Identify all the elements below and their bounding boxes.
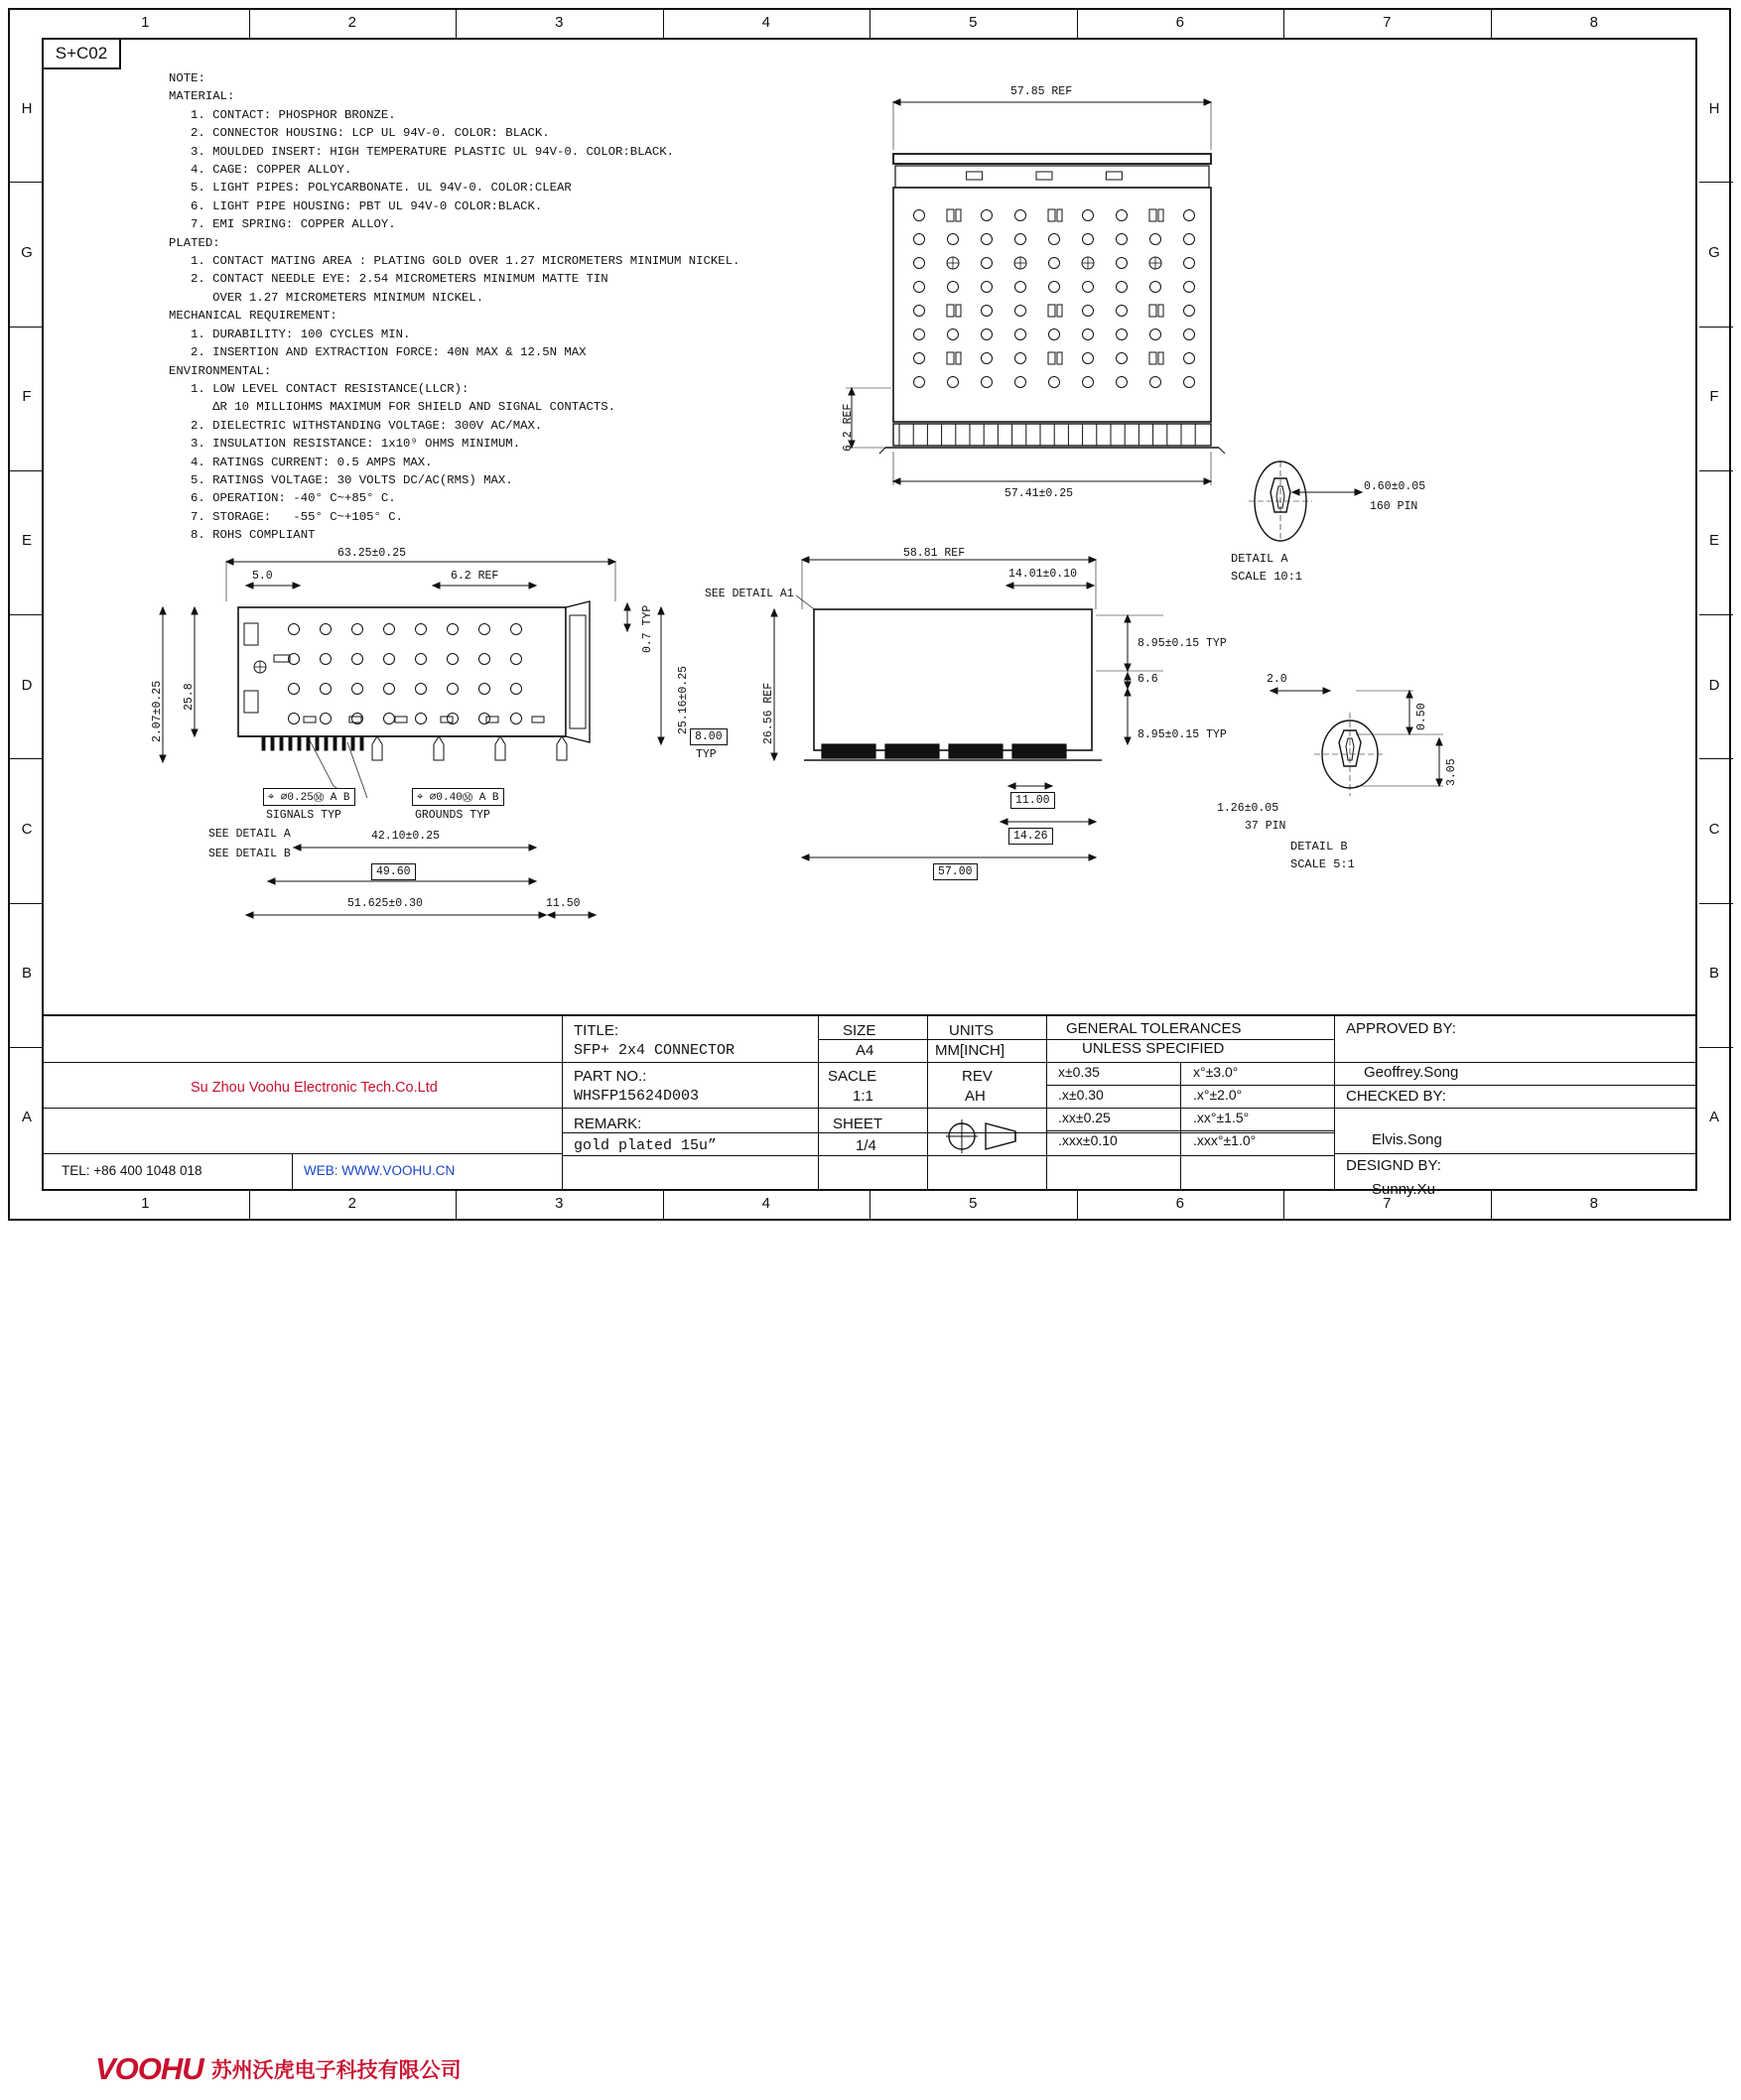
gdt-grounds-label: GROUNDS TYP [415,809,490,822]
dim-front-1401: 14.01±0.10 [1008,568,1078,581]
zone-tick-bottom-5 [1077,1191,1078,1221]
remark-value: gold plated 15u” [574,1137,718,1154]
notes-item-2-0: 1. DURABILITY: 100 CYCLES MIN. [191,327,411,341]
dim-side-1150: 11.50 [546,897,581,910]
gdt-signals: ⌖ ⌀0.25Ⓜ A B [263,788,355,806]
dim-front-895-top: 8.95±0.15 TYP [1138,637,1227,650]
tolerance-title-2: UNLESS SPECIFIED [1082,1040,1225,1057]
detail-a-dim: 0.60±0.05 [1364,480,1426,493]
row-label-right-H: H [1708,99,1720,117]
detail-a-pin: 160 PIN [1370,500,1418,513]
notes-item-0-4: 5. LIGHT PIPES: POLYCARBONATE. UL 94V-0. COLOR:CLEAR [191,181,572,196]
company-name-en: Su Zhou Voohu Electronic Tech.Co.Ltd [191,1080,438,1096]
zone-tick-right-7 [1699,1047,1733,1048]
dim-side-800-typ: TYP [696,748,717,761]
dim-side-2516: 25.16±0.25 [677,665,690,734]
column-label-bottom-4: 4 [761,1195,770,1212]
approved-label: APPROVED BY: [1346,1020,1456,1037]
zone-tick-top-3 [663,8,664,38]
notes-heading: NOTE: [169,71,205,85]
dim-side-800: 8.00 [690,728,728,745]
checked-value: Elvis.Song [1372,1131,1442,1148]
detail-a-scale: SCALE 10:1 [1231,570,1303,584]
zone-tick-right-2 [1699,327,1733,328]
rev-value: AH [965,1088,986,1105]
see-detail-a1-label: SEE DETAIL A1 [705,588,794,600]
sheet-label: SHEET [833,1116,883,1132]
detail-b-title: DETAIL B [1290,840,1348,853]
dim-front-1426: 14.26 [1008,828,1053,845]
notes-section-title-0: MATERIAL: [169,89,235,104]
checked-label: CHECKED BY: [1346,1088,1446,1105]
zone-tick-top-7 [1491,8,1492,38]
notes-item-0-1: 2. CONNECTOR HOUSING: LCP UL 94V-0. COLOR: BLACK. [191,126,550,141]
column-label-top-5: 5 [969,14,978,31]
notes-item-0-2: 3. MOULDED INSERT: HIGH TEMPERATURE PLASTIC UL 94V-0. COLOR:BLACK. [191,144,675,159]
column-label-top-3: 3 [555,14,564,31]
title-block [44,1014,1695,2086]
row-label-left-G: G [21,243,33,261]
row-label-right-C: C [1708,820,1720,838]
zone-tick-right-4 [1699,614,1733,615]
see-detail-a-label: SEE DETAIL A [208,828,291,841]
notes-block [169,69,814,545]
company-name-cn: 苏州沃虎电子科技有限公司 [210,2058,462,2082]
row-label-left-A: A [21,1109,32,1126]
column-label-bottom-7: 7 [1383,1195,1392,1212]
side-view-svg [203,556,819,953]
zone-tick-bottom-2 [456,1191,457,1221]
column-label-top-2: 2 [347,14,356,31]
tolerance-angular-3: .xxx°±1.0° [1193,1132,1257,1148]
title-value: SFP+ 2x4 CONNECTOR [574,1042,736,1059]
units-label: UNITS [949,1022,994,1039]
notes-item-3-8: 8. ROHS COMPLIANT [191,528,316,543]
zone-tick-right-6 [1699,903,1733,904]
notes-item-1-2: OVER 1.27 MICROMETERS MINIMUM NICKEL. [191,290,484,305]
column-label-bottom-3: 3 [555,1195,564,1212]
zone-tick-left-3 [8,470,42,471]
tolerance-linear-2: .xx±0.25 [1058,1110,1111,1125]
row-label-left-B: B [21,965,32,983]
designed-label: DESIGND BY: [1346,1157,1441,1174]
detail-b-svg [1290,695,1588,913]
see-detail-b-label: SEE DETAIL B [208,848,291,860]
zone-tick-top-6 [1283,8,1284,38]
row-label-right-G: G [1708,243,1720,261]
dim-side-4210: 42.10±0.25 [371,830,441,843]
row-label-right-A: A [1708,1109,1719,1126]
notes-section-title-1: PLATED: [169,235,220,250]
dim-side-5: 5.0 [252,570,273,583]
projection-symbol-icon [942,1114,1041,1159]
gdt-signals-label: SIGNALS TYP [266,809,341,822]
dim-side-258: 25.8 [183,683,196,711]
dim-side-51625: 51.625±0.30 [347,897,423,910]
detail-b-dim-050: 0.50 [1415,703,1428,730]
notes-item-1-1: 2. CONTACT NEEDLE EYE: 2.54 MICROMETERS MINIMUM MATTE TIN [191,272,608,287]
zone-tick-bottom-7 [1491,1191,1492,1221]
detail-b-scale: SCALE 5:1 [1290,857,1355,871]
column-label-bottom-6: 6 [1175,1195,1184,1212]
designed-value: Sunny.Xu [1372,1181,1435,1198]
column-label-top-8: 8 [1589,14,1598,31]
notes-item-3-6: 6. OPERATION: -40° C~+85° C. [191,491,396,506]
row-label-left-H: H [21,99,33,117]
column-label-bottom-2: 2 [347,1195,356,1212]
tolerance-angular-0: x°±3.0° [1193,1064,1239,1080]
notes-item-3-5: 5. RATINGS VOLTAGE: 30 VOLTS DC/AC(RMS) MAX. [191,472,513,487]
row-label-right-F: F [1709,388,1719,406]
notes-item-1-0: 1. CONTACT MATING AREA : PLATING GOLD OVER 1.27 MICROMETERS MINIMUM NICKEL. [191,254,740,269]
company-logo [95,2038,562,2100]
notes-item-0-5: 6. LIGHT PIPE HOUSING: PBT UL 94V-0 COLOR:BLACK. [191,198,543,213]
sheet-code: S+C02 [55,44,108,63]
dim-front-895-bot: 8.95±0.15 TYP [1138,728,1227,741]
dim-front-5881: 58.81 REF [903,547,966,560]
rev-label: REV [962,1068,993,1085]
tolerance-angular-1: .x°±2.0° [1193,1087,1243,1103]
tolerance-divider-0 [1046,1085,1334,1086]
row-label-right-E: E [1708,532,1719,550]
notes-item-3-0: 1. LOW LEVEL CONTACT RESISTANCE(LLCR): [191,381,469,396]
row-label-left-C: C [21,820,33,838]
zone-tick-top-2 [456,8,457,38]
sheet-code-box [44,40,121,69]
notes-section-title-3: ENVIRONMENTAL: [169,363,272,378]
zone-tick-left-1 [8,182,42,183]
tolerance-linear-0: x±0.35 [1058,1064,1100,1080]
column-label-bottom-8: 8 [1589,1195,1598,1212]
tolerance-divider-1 [1046,1108,1334,1109]
dim-side-4960: 49.60 [371,863,416,880]
detail-b-dim-305: 3.05 [1445,758,1458,786]
tolerance-linear-3: .xxx±0.10 [1058,1132,1118,1148]
row-label-right-D: D [1708,676,1720,694]
zone-tick-bottom-6 [1283,1191,1284,1221]
row-label-left-D: D [21,676,33,694]
column-label-top-7: 7 [1383,14,1392,31]
notes-item-0-6: 7. EMI SPRING: COPPER ALLOY. [191,217,396,232]
notes-item-0-0: 1. CONTACT: PHOSPHOR BRONZE. [191,107,396,122]
tolerance-linear-1: .x±0.30 [1058,1087,1104,1103]
row-label-left-E: E [21,532,32,550]
sheet-value: 1/4 [856,1137,876,1154]
notes-item-3-7: 7. STORAGE: -55° C~+105° C. [191,509,404,524]
approved-value: Geoffrey.Song [1364,1064,1459,1081]
row-label-left-F: F [22,388,32,406]
dim-side-62ref: 6.2 REF [451,570,499,583]
zone-tick-left-6 [8,903,42,904]
dim-top-width: 57.85 REF [1010,85,1073,98]
notes-item-0-3: 4. CAGE: COPPER ALLOY. [191,163,352,178]
column-label-top-1: 1 [141,14,150,31]
title-label: TITLE: [574,1022,619,1039]
zone-tick-bottom-1 [249,1191,250,1221]
detail-a-title: DETAIL A [1231,552,1288,566]
dim-side-07typ: 0.7 TYP [641,604,654,653]
zone-tick-right-1 [1699,182,1733,183]
detail-b-dim-20: 2.0 [1267,673,1287,686]
tolerance-angular-2: .xx°±1.5° [1193,1110,1250,1125]
units-value: MM[INCH] [935,1042,1004,1059]
dim-front-66: 6.6 [1138,673,1158,686]
zone-tick-bottom-3 [663,1191,664,1221]
dim-side-207: 2.07±0.25 [151,680,164,742]
notes-item-3-2: 2. DIELECTRIC WITHSTANDING VOLTAGE: 300V AC/MAX. [191,418,543,433]
column-label-top-6: 6 [1175,14,1184,31]
zone-tick-top-5 [1077,8,1078,38]
row-label-right-B: B [1708,965,1719,983]
tolerance-divider-2 [1046,1130,1334,1131]
notes-section-title-2: MECHANICAL REQUIREMENT: [169,309,337,324]
remark-label: REMARK: [574,1116,642,1132]
notes-item-3-1: ΔR 10 MILLIOHMS MAXIMUM FOR SHIELD AND SIGNAL CONTACTS. [191,400,616,415]
dim-front-5700: 57.00 [933,863,978,880]
company-web: WEB: WWW.VOOHU.CN [304,1163,456,1178]
detail-b-dim-126: 1.26±0.05 [1217,802,1279,815]
detail-b-pin: 37 PIN [1245,820,1286,833]
size-value: A4 [856,1042,874,1059]
column-label-bottom-5: 5 [969,1195,978,1212]
scale-value: 1:1 [853,1088,873,1105]
company-tel: TEL: +86 400 1048 018 [62,1163,202,1178]
scale-label: SACLE [828,1068,877,1085]
part-label: PART NO.: [574,1068,647,1085]
column-label-bottom-1: 1 [141,1195,150,1212]
zone-tick-right-5 [1699,758,1733,759]
zone-tick-left-2 [8,327,42,328]
dim-side-overall: 63.25±0.25 [337,547,407,560]
size-label: SIZE [843,1022,876,1039]
notes-item-2-1: 2. INSERTION AND EXTRACTION FORCE: 40N MAX & 12.5N MAX [191,345,587,360]
dim-front-2656: 26.56 REF [762,682,775,744]
notes-item-3-3: 3. INSULATION RESISTANCE: 1x10⁹ OHMS MINIMUM. [191,437,521,452]
zone-tick-left-5 [8,758,42,759]
zone-tick-top-1 [249,8,250,38]
zone-tick-left-4 [8,614,42,615]
logo-mark: VOOHU [95,2051,203,2086]
dim-front-1100: 11.00 [1010,792,1055,809]
zone-tick-left-7 [8,1047,42,1048]
tolerance-title-1: GENERAL TOLERANCES [1066,1020,1242,1037]
column-label-top-4: 4 [761,14,770,31]
gdt-grounds: ⌖ ⌀0.40Ⓜ A B [412,788,504,806]
zone-tick-right-3 [1699,470,1733,471]
dim-top-height: 6.2 REF [842,403,855,452]
dim-top-bottom: 57.41±0.25 [1004,487,1074,500]
notes-item-3-4: 4. RATINGS CURRENT: 0.5 AMPS MAX. [191,455,433,469]
part-value: WHSFP15624D003 [574,1088,700,1105]
